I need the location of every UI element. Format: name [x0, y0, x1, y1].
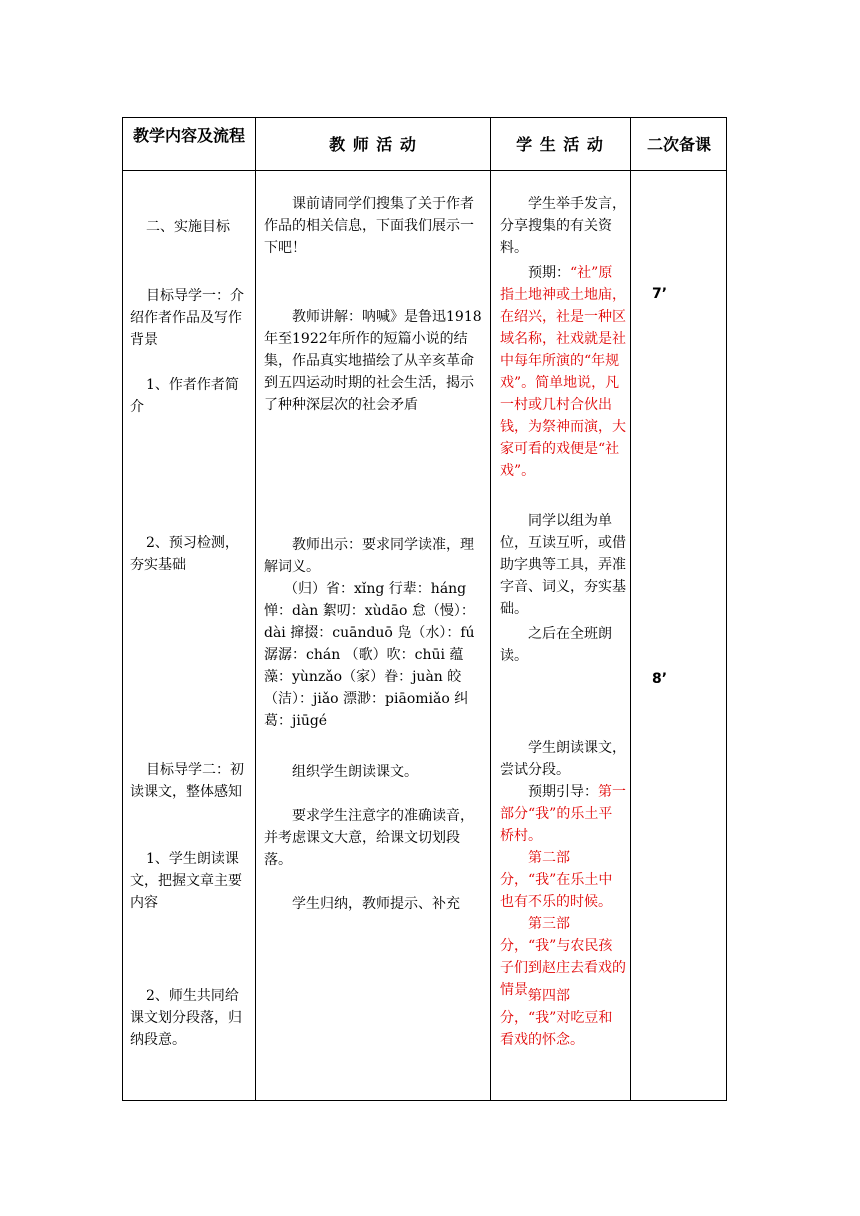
col2-organize-reading: 组织学生朗读课文。: [292, 764, 418, 780]
column-divider: [255, 117, 256, 1101]
col4-time-1: 7’: [652, 286, 668, 302]
col3-try-divide: 学生朗读课文，尝试分段。: [500, 740, 626, 778]
col2-summarize: 学生归纳，教师提示、补充: [292, 896, 460, 912]
col2-teacher-explain: 教师讲解：呐喊》是鲁迅1918年至1922年所作的短篇小说的结集，作品真实地描绘了从辛亥革命到五四运动时期的社会生活，揭示了种种深层次的社会矛盾: [264, 309, 482, 413]
col3-part3: 第三部分，“我”与农民孩子们到赵庄去看戏的情景。: [500, 916, 626, 998]
col3-expected-text: “社”原指土地神或土地庙，在绍兴，社是一种区域名称，社戏就是社中每年所演的“年规戏”。简单地说，凡一村或几村合伙出钱，为祭神而演，大家可看的戏便是“社戏”。: [500, 265, 626, 479]
col2-vocabulary-list: （归）省：xǐng 行辈：háng 惮：dàn 絮叨：xùdāo 怠（慢）：dài 撺掇：cuānduō 凫（水）：fú 潺潺：chán （歌）吹：chūi 蕴藻：yùnzǎo（家）眷：juàn 皎（洁）：jiǎo 漂渺：piāomiǎo 纠葛：jiūgé: [264, 581, 475, 729]
col1-goal-two: 目标导学二：初读课文，整体感知: [130, 762, 244, 800]
column-divider: [630, 117, 631, 1101]
header-second-preparation: 二次备课: [646, 135, 711, 154]
col2-teacher-show: 教师出示：要求同学读准，理解词义。: [264, 537, 474, 575]
col3-expected-answer: [500, 262, 626, 482]
col3-part4: 第四部分，“我”对吃豆和看戏的怀念。: [500, 988, 613, 1048]
col4-time-2: 8’: [652, 671, 668, 687]
col3-class-reading: 之后在全班朗读。: [500, 626, 612, 664]
header-student-activity: 学 生 活 动: [516, 135, 604, 154]
col3-share-info: 学生举手发言，分享搜集的有关资料。: [500, 196, 626, 256]
col3-group-reading: 同学以组为单位，互读互听，或借助字典等工具，弄准字音、词义，夯实基础。: [500, 513, 626, 617]
col1-read-aloud: 1、学生朗读课文，把握文章主要内容: [130, 851, 242, 911]
col3-guidance-label: 预期引导：: [528, 784, 598, 800]
column-divider: [490, 117, 491, 1101]
col1-preview-check: 2、预习检测，夯实基础: [130, 535, 239, 573]
col2-pronunciation-request: 要求学生注意字的准确读音，并考虑课文大意，给课文切划段落。: [264, 808, 474, 868]
header-content-flow: 教学内容及流程: [132, 126, 245, 145]
col3-part2: 第二部分，“我”在乐土中也有不乐的时候。: [500, 850, 613, 910]
header-divider: [122, 170, 727, 171]
col1-implementation-goals: 二、实施目标: [146, 219, 230, 235]
col2-collect-info: 课前请同学们搜集了关于作者作品的相关信息，下面我们展示一下吧！: [264, 196, 474, 256]
col1-author-intro: 1、作者作者简介: [130, 377, 239, 415]
col3-guidance-part1: [500, 781, 626, 847]
col3-part1-text: 第一部分“我”的乐土平桥村。: [500, 784, 626, 844]
col1-divide-paragraphs: 2、师生共同给课文划分段落，归纳段意。: [130, 988, 242, 1048]
header-teacher-activity: 教 师 活 动: [329, 135, 417, 154]
col3-expected-label: 预期：: [528, 265, 570, 281]
col1-goal-one: 目标导学一：介绍作者作品及写作背景: [130, 288, 244, 348]
